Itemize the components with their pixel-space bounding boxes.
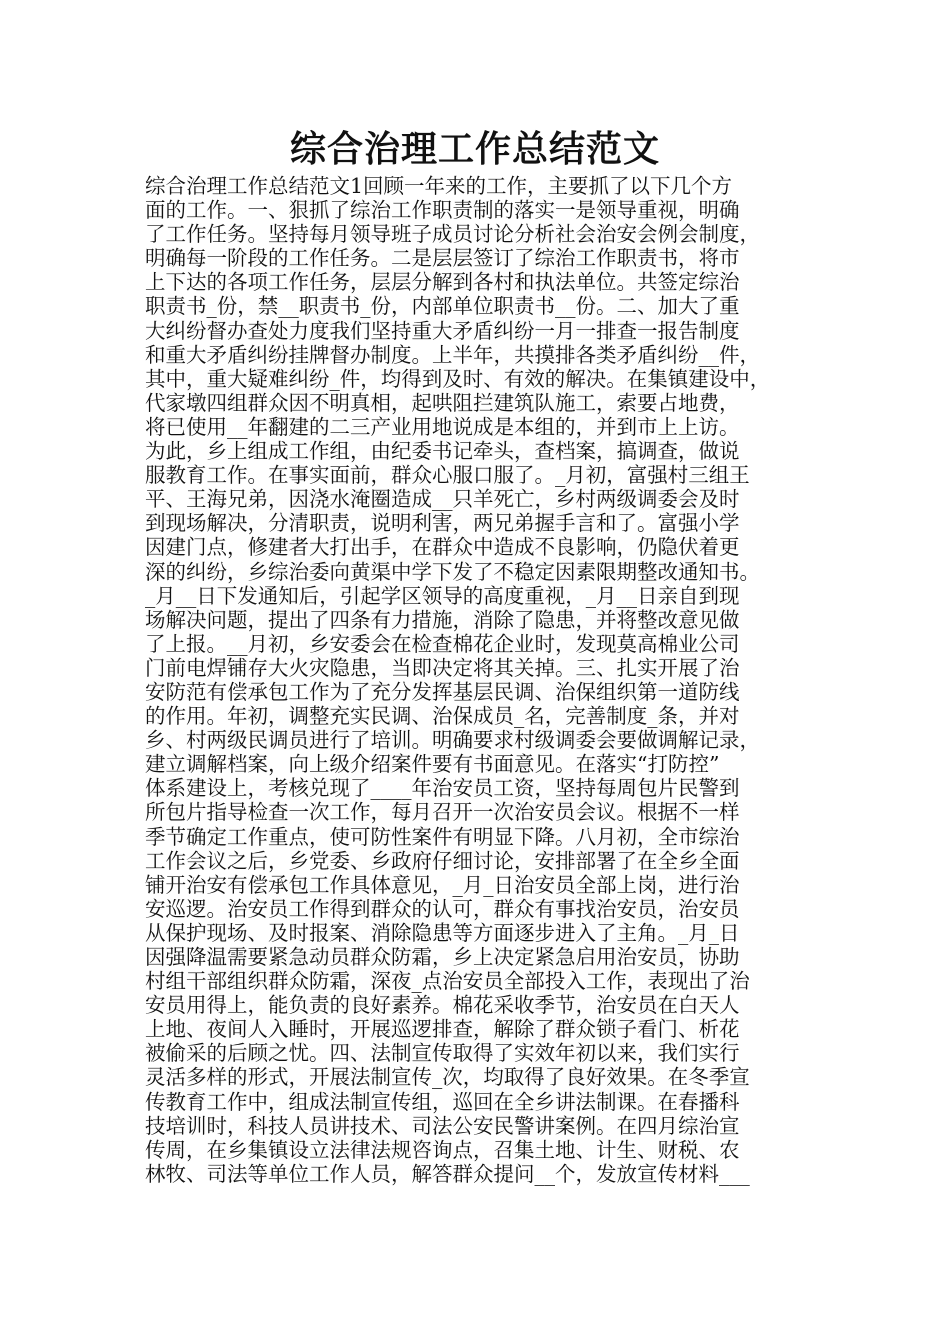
- body-line: 铺开治安有偿承包工作具体意见，_月_日治安员全部上岗，进行治: [145, 872, 740, 897]
- body-line: 大纠纷督办查处力度我们坚持重大矛盾纠纷一月一排查一报告制度: [145, 318, 740, 343]
- body-line: 场解决问题，提出了四条有力措施，消除了隐患，并将整改意见做: [145, 607, 740, 632]
- body-line: 其中，重大疑难纠纷_件，均得到及时、有效的解决。在集镇建设中，: [145, 366, 771, 391]
- body-line: 工作会议之后，乡党委、乡政府仔细讨论，安排部署了在全乡全面: [145, 848, 740, 873]
- body-line: 村组干部组织群众防霜，深夜_点治安员全部投入工作，表现出了治: [145, 969, 750, 994]
- body-line: 体系建设上，考核兑现了____年治安员工资，坚持每周包片民警到: [145, 776, 740, 801]
- body-line: 从保护现场、及时报案、消除隐患等方面逐步进入了主角。_月_日: [145, 920, 740, 945]
- body-line: 职责书_份，禁__职责书_份，内部单位职责书__份。二、加大了重: [145, 294, 740, 319]
- body-line: 因建门点，修建者大打出手，在群众中造成不良影响，仍隐伏着更: [145, 535, 740, 560]
- body-line: 了工作任务。坚持每月领导班子成员讨论分析社会治安会例会制度，: [145, 222, 760, 247]
- body-line: 的作用。年初，调整充实民调、治保成员_名，完善制度_条，并对: [145, 704, 740, 729]
- body-line: 技培训时，科技人员讲技术、司法公安民警讲案例。在四月综治宣: [145, 1113, 740, 1138]
- body-line: 季节确定工作重点，使可防性案件有明显下降。八月初，全市综治: [145, 824, 740, 849]
- body-line: 林牧、司法等单位工作人员，解答群众提问__个，发放宣传材料___: [145, 1161, 750, 1186]
- body-line: 门前电焊铺存大火灾隐患，当即决定将其关掉。三、扎实开展了治: [145, 655, 740, 680]
- body-line: 代家墩四组群众因不明真相，起哄阻拦建筑队施工，索要占地费，: [145, 390, 740, 415]
- body-line: 安员用得上，能负责的良好素养。棉花采收季节，治安员在白天人: [145, 993, 740, 1018]
- body-line: 了上报。__月初，乡安委会在检查棉花企业时，发现莫高棉业公司: [145, 631, 740, 656]
- body-line: 上地、夜间人入睡时，开展巡逻排查，解除了群众锁子看门、析花: [145, 1017, 740, 1042]
- body-line: 平、王海兄弟，因浇水淹圈造成__只羊死亡，乡村两级调委会及时: [145, 487, 740, 512]
- body-line: 为此，乡上组成工作组，由纪委书记牵头，查档案，搞调查，做说: [145, 439, 740, 464]
- body-line: 到现场解决，分清职责，说明利害，两兄弟握手言和了。富强小学: [145, 511, 740, 536]
- body-line: 安巡逻。治安员工作得到群众的认可，群众有事找治安员，治安员: [145, 896, 740, 921]
- document-body: [145, 174, 817, 1186]
- document-title: 综合治理工作总结范文: [289, 129, 660, 170]
- body-line: 安防范有偿承包工作为了充分发挥基层民调、治保组织第一道防线: [145, 679, 740, 704]
- body-line: 建立调解档案，向上级介绍案件要有书面意见。在落实“打防控”: [145, 752, 720, 777]
- body-line: 服教育工作。在事实面前，群众心服口服了。_月初，富强村三组王: [145, 463, 750, 488]
- body-line: 面的工作。一、狠抓了综治工作职责制的落实一是领导重视，明确: [145, 198, 740, 223]
- body-line: 因强降温需要紧急动员群众防霜，乡上决定紧急启用治安员，协助: [145, 945, 740, 969]
- body-line: 被偷采的后顾之忧。四、法制宣传取得了实效年初以来，我们实行: [145, 1041, 740, 1066]
- body-line: _月__日下发通知后，引起学区领导的高度重视，_月__日亲自到现: [145, 583, 740, 608]
- body-line: 明确每一阶段的工作任务。二是层层签订了综治工作职责书，将市: [145, 246, 740, 271]
- body-line: 传周，在乡集镇设立法律法规咨询点，召集土地、计生、财税、农: [145, 1137, 740, 1162]
- body-line: 灵活多样的形式，开展法制宣传_次，均取得了良好效果。在冬季宣: [145, 1065, 750, 1090]
- body-line: 和重大矛盾纠纷挂牌督办制度。上半年，共摸排各类矛盾纠纷__件，: [145, 342, 760, 367]
- body-line: 将已使用__年翻建的二三产业用地说成是本组的，并到市上上访。: [145, 414, 740, 439]
- body-line: 综合治理工作总结范文1回顾一年来的工作，主要抓了以下几个方: [145, 174, 733, 198]
- body-line: 传教育工作中，组成法制宣传组，巡回在全乡讲法制课。在春播科: [145, 1089, 740, 1114]
- body-line: 深的纠纷，乡综治委向黄渠中学下发了不稳定因素限期整改通知书。: [145, 559, 760, 584]
- body-line: 乡、村两级民调员进行了培训。明确要求村级调委会要做调解记录，: [145, 728, 760, 753]
- body-line: 所包片指导检查一次工作，每月召开一次治安员会议。根据不一样: [145, 800, 740, 825]
- body-line: 上下达的各项工作任务，层层分解到各村和执法单位。共签定综治: [145, 270, 740, 295]
